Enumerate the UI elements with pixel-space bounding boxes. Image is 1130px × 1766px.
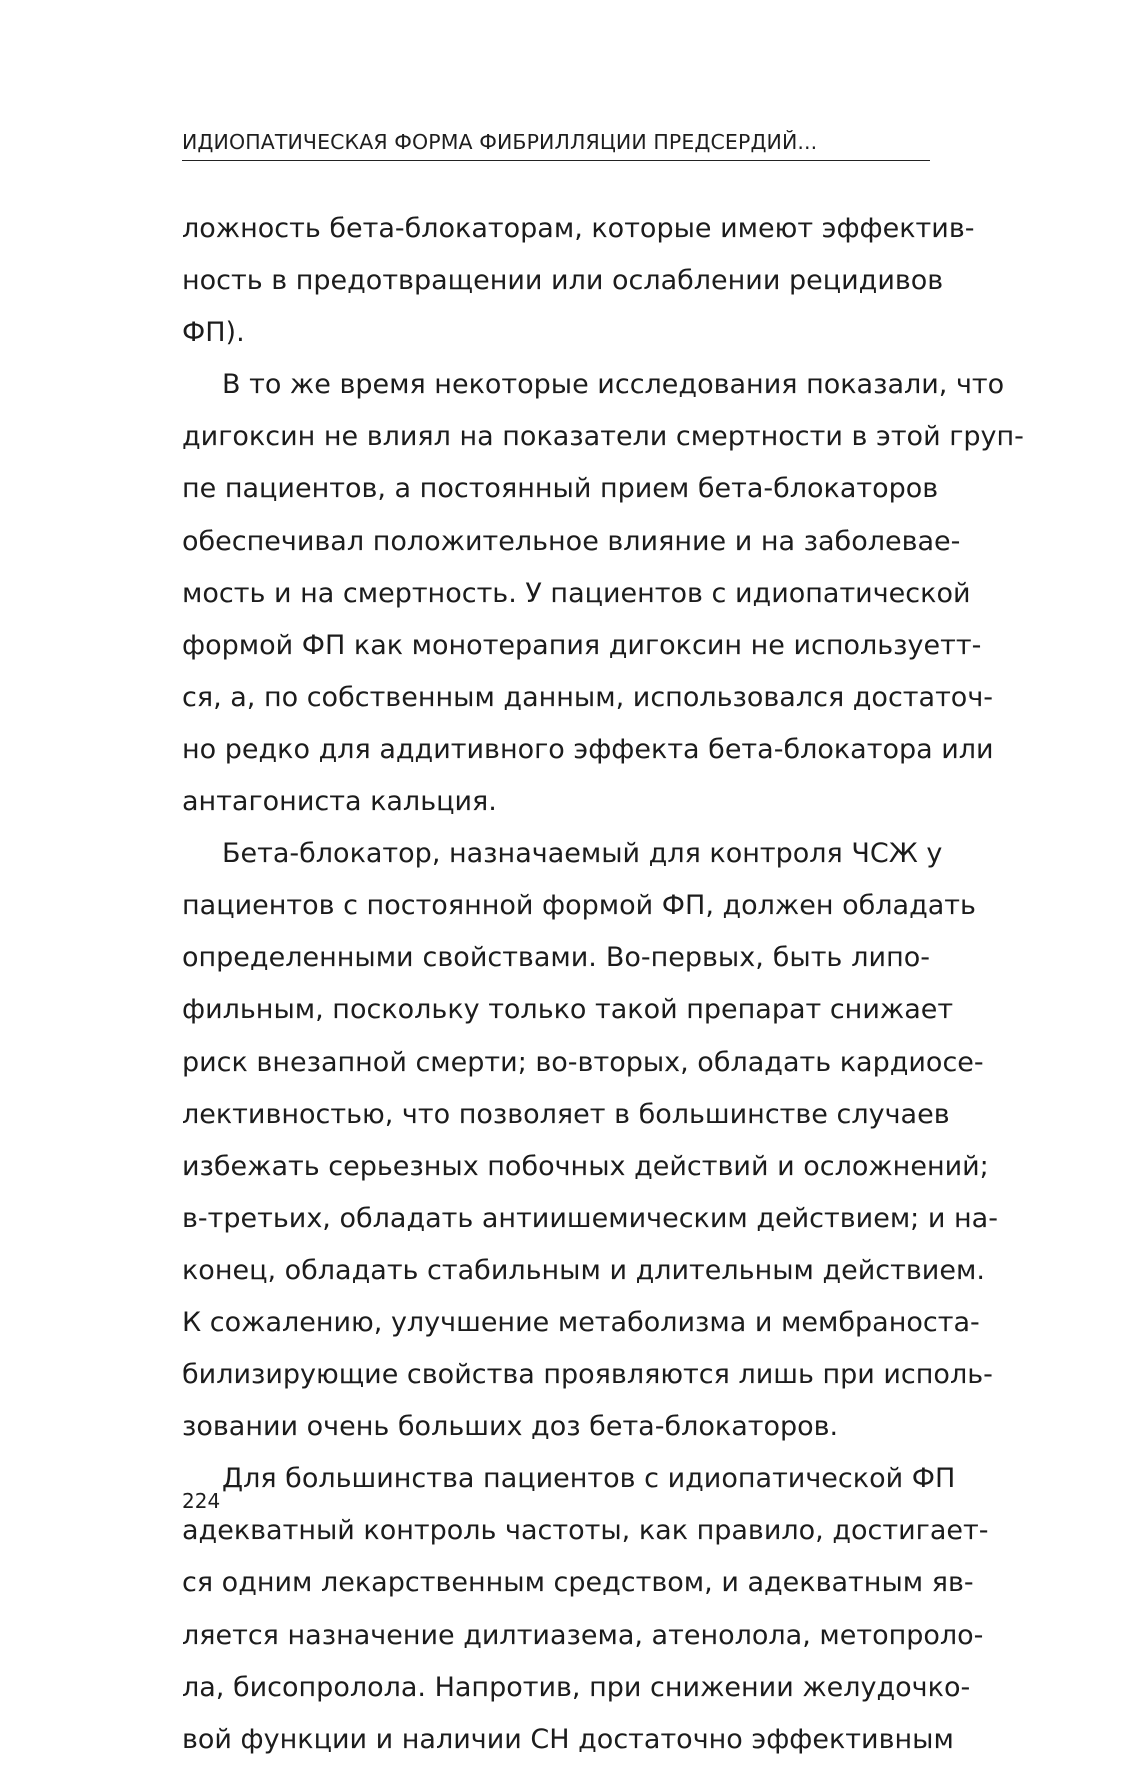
- text-line: дигоксин не влиял на показатели смертности в этой груп-: [182, 421, 1024, 453]
- page-number: 224: [182, 1489, 221, 1513]
- text-line: формой ФП как монотерапия дигоксин не используетт-: [182, 629, 982, 661]
- text-line: билизирующие свойства проявляются лишь при исполь-: [182, 1359, 993, 1391]
- text-line: ся одним лекарственным средством, и адекватным яв-: [182, 1567, 974, 1599]
- running-header: ИДИОПАТИЧЕСКАЯ ФОРМА ФИБРИЛЛЯЦИИ ПРЕДСЕРДИЙ...: [182, 130, 818, 154]
- text-line: конец, обладать стабильным и длительным действием.: [182, 1254, 985, 1286]
- text-line: ла, бисопролола. Напротив, при снижении желудочко-: [182, 1671, 971, 1703]
- text-line: зовании очень больших доз бета-блокаторов.: [182, 1411, 839, 1443]
- text-line: адекватный контроль частоты, как правило, достигает-: [182, 1515, 989, 1547]
- text-line: избежать серьезных побочных действий и осложнений;: [182, 1150, 989, 1182]
- text-line: обеспечивал положительное влияние и на заболевае-: [182, 525, 961, 557]
- text-line: лективностью, что позволяет в большинстве случаев: [182, 1098, 950, 1130]
- text-line: ляется назначение дилтиазема, атенолола, метопроло-: [182, 1619, 984, 1651]
- text-line: Для большинства пациентов с идиопатической ФП: [222, 1463, 956, 1495]
- header-rule: [182, 160, 930, 161]
- text-line: в-третьих, обладать антиишемическим действием; и на-: [182, 1202, 998, 1234]
- text-line: пациентов с постоянной формой ФП, должен обладать: [182, 890, 976, 922]
- text-line: Бета-блокатор, назначаемый для контроля ЧСЖ у: [222, 838, 943, 870]
- text-line: определенными свойствами. Во-первых, быть липо-: [182, 942, 930, 974]
- text-line: антагониста кальция.: [182, 786, 497, 818]
- body-text: [182, 203, 1024, 1766]
- text-line: пе пациентов, а постоянный прием бета-блокаторов: [182, 473, 939, 505]
- text-line: ФП).: [182, 317, 245, 349]
- text-line: вой функции и наличии СН достаточно эффективным: [182, 1723, 954, 1755]
- text-line: ность в предотвращении или ослаблении рецидивов: [182, 265, 944, 297]
- text-line: К сожалению, улучшение метаболизма и мембраноста-: [182, 1306, 980, 1338]
- text-line: ся, а, по собственным данным, использовался достаточ-: [182, 681, 994, 713]
- text-line: но редко для аддитивного эффекта бета-блокатора или: [182, 733, 994, 765]
- text-line: В то же время некоторые исследования показали, что: [222, 369, 1005, 401]
- text-line: риск внезапной смерти; во-вторых, обладать кардиосе-: [182, 1046, 984, 1078]
- text-line: ложность бета-блокаторам, которые имеют эффектив-: [182, 213, 975, 244]
- text-line: мость и на смертность. У пациентов с идиопатической: [182, 577, 971, 609]
- text-line: фильным, поскольку только такой препарат снижает: [182, 994, 954, 1026]
